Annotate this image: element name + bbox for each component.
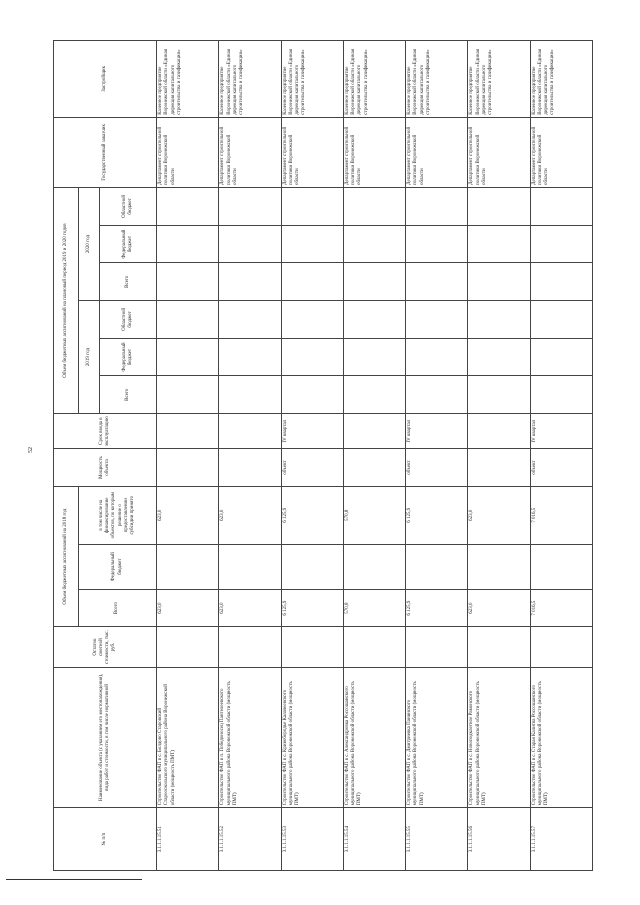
row-regional: 6 125,9 (281, 486, 343, 544)
row-developer: Казенное предприятие Воронежской области «Единая дирекция капитального строительства и газификации» (157, 41, 219, 118)
row-regional: 623,0 (157, 486, 219, 544)
row-regional-2019 (219, 301, 281, 339)
header-developer: Застройщик (54, 41, 157, 118)
row-deadline (468, 414, 530, 449)
header-year-2019: 2019 год (79, 301, 100, 414)
row-num: 3.1.1.1.15.56 (468, 808, 530, 871)
row-total-2019 (468, 376, 530, 414)
row-federal (157, 544, 219, 589)
page-number: 52 (28, 447, 34, 453)
table-row (530, 41, 592, 871)
row-federal-2020 (281, 225, 343, 263)
row-deadline (219, 414, 281, 449)
row-regional-2020 (281, 188, 343, 226)
table-row (219, 41, 281, 871)
row-total-2019 (406, 376, 468, 414)
row-customer: Департамент строительной политики Воронежской области (219, 117, 281, 187)
header-deadline: Срок ввода в эксплуатацию (54, 414, 157, 449)
row-total-2020 (406, 263, 468, 301)
row-regional-2020 (157, 188, 219, 226)
header-cost: Остаток сметной стоимости, тыс. руб. (54, 627, 157, 667)
row-federal (219, 544, 281, 589)
header-federal-2019: Федеральный бюджет (100, 338, 157, 376)
row-regional: 623,0 (468, 486, 530, 544)
row-federal-2020 (468, 225, 530, 263)
row-developer: Казенное предприятие Воронежской области «Единая дирекция капитального строительства и газификации» (406, 41, 468, 118)
row-num: 3.1.1.1.15.53 (281, 808, 343, 871)
row-customer: Департамент строительной политики Воронежской области (406, 117, 468, 187)
row-regional-2019 (468, 301, 530, 339)
header-total-2020: Всего (100, 263, 157, 301)
row-total: 623,0 (468, 589, 530, 627)
table-row (343, 41, 405, 871)
objects-table (53, 40, 593, 871)
row-total: 623,0 (219, 589, 281, 627)
row-power (468, 449, 530, 487)
row-customer: Департамент строительной политики Воронежской области (468, 117, 530, 187)
row-cost (281, 627, 343, 667)
row-name: Строительство ФАП в с. Александровка Россошанского муниципального района Воронежской области (мощность ПМТ) (343, 667, 405, 808)
row-customer: Департамент строительной политики Воронежской области (530, 117, 592, 187)
row-num: 3.1.1.1.15.55 (406, 808, 468, 871)
row-federal-2019 (406, 338, 468, 376)
header-total-2019: Всего (100, 376, 157, 414)
row-regional: 7 016,5 (530, 486, 592, 544)
row-cost (468, 627, 530, 667)
row-regional-2019 (406, 301, 468, 339)
row-regional-2020 (468, 188, 530, 226)
row-deadline (157, 414, 219, 449)
header-budget-2018: Объем бюджетных ассигнований на 2018 год (54, 486, 79, 627)
row-federal-2020 (406, 225, 468, 263)
row-total: 6 125,9 (281, 589, 343, 627)
row-federal-2019 (468, 338, 530, 376)
row-regional-2020 (406, 188, 468, 226)
row-total-2019 (157, 376, 219, 414)
header-regional-2019: Областной бюджет (100, 301, 157, 339)
header-year-2020: 2020 год (79, 188, 100, 301)
row-federal-2020 (157, 225, 219, 263)
row-federal-2019 (281, 338, 343, 376)
row-developer: Казенное предприятие Воронежской области «Единая дирекция капитального строительства и газификации» (468, 41, 530, 118)
row-deadline (343, 414, 405, 449)
row-name: Строительство ФАП в с. Старая Калитва Россошанского муниципального района Воронежской области (мощность ПМТ) (530, 667, 592, 808)
row-num: 3.1.1.1.15.51 (157, 808, 219, 871)
row-total: 623,0 (157, 589, 219, 627)
header-regional-2020: Областной бюджет (100, 188, 157, 226)
row-total: 7 016,5 (530, 589, 592, 627)
row-federal (281, 544, 343, 589)
header-federal-2018: Федеральный бюджет (79, 544, 157, 589)
header-regional-2018: в том числе на финансирование объектов, по которым решение о предоставлении субсидии принято (79, 486, 157, 544)
row-regional-2019 (343, 301, 405, 339)
header-power: Мощность объекта (54, 449, 157, 487)
row-federal-2020 (219, 225, 281, 263)
row-total-2020 (468, 263, 530, 301)
row-name: Строительство ФАП в с. Дмитриевка Панинского муниципального района Воронежской области (мощность ПМТ) (406, 667, 468, 808)
row-cost (406, 627, 468, 667)
table-row (157, 41, 219, 871)
header-name: Наименование объекта (с указанием его местонахождения), вида работ и стоимости, в том числе нормативной (54, 667, 157, 808)
row-name: Строительство ФАП в с. Кривобородье Калачеевского муниципального района Воронежской области (мощность ПМТ) (281, 667, 343, 808)
row-federal (530, 544, 592, 589)
row-developer: Казенное предприятие Воронежской области «Единая дирекция капитального строительства и газификации» (281, 41, 343, 118)
row-developer: Казенное предприятие Воронежской области «Единая дирекция капитального строительства и газификации» (343, 41, 405, 118)
table-row (281, 41, 343, 871)
row-cost (219, 627, 281, 667)
row-regional-2019 (530, 301, 592, 339)
row-name: Строительство ФАП в с. Новоподклетное Рамонского муниципального района Воронежской области (мощность ПМТ) (468, 667, 530, 808)
row-total-2019 (219, 376, 281, 414)
row-regional-2020 (343, 188, 405, 226)
row-federal-2020 (343, 225, 405, 263)
header-customer: Государственный заказчик (54, 117, 157, 187)
row-regional: 6 125,9 (406, 486, 468, 544)
row-federal (406, 544, 468, 589)
row-federal (468, 544, 530, 589)
row-federal-2019 (530, 338, 592, 376)
row-developer: Казенное предприятие Воронежской области «Единая дирекция капитального строительства и газификации» (530, 41, 592, 118)
row-regional-2020 (219, 188, 281, 226)
row-federal-2020 (530, 225, 592, 263)
row-power (157, 449, 219, 487)
row-total-2020 (530, 263, 592, 301)
table-row (468, 41, 530, 871)
row-total-2020 (281, 263, 343, 301)
row-total-2019 (343, 376, 405, 414)
row-developer: Казенное предприятие Воронежской области «Единая дирекция капитального строительства и газификации» (219, 41, 281, 118)
row-regional-2019 (157, 301, 219, 339)
row-regional: 570,8 (343, 486, 405, 544)
row-federal (343, 544, 405, 589)
row-federal-2019 (343, 338, 405, 376)
row-cost (343, 627, 405, 667)
row-num: 3.1.1.1.15.52 (219, 808, 281, 871)
rotated-table-container (53, 40, 593, 871)
header-plan-period: Объем бюджетных ассигнований на плановый период 2019 и 2020 годов (54, 188, 79, 414)
row-regional-2019 (281, 301, 343, 339)
row-deadline: IV квартал (406, 414, 468, 449)
table-row (406, 41, 468, 871)
row-name: Строительство ФАП в с. Болдово Старовский Старооскольского муниципального района Воронежской области (мощность ПМТ) (157, 667, 219, 808)
footer-rule (6, 879, 142, 880)
row-customer: Департамент строительной политики Воронежской области (343, 117, 405, 187)
row-power: объект (281, 449, 343, 487)
row-federal-2019 (219, 338, 281, 376)
row-cost (157, 627, 219, 667)
row-regional-2020 (530, 188, 592, 226)
row-num: 3.1.1.1.15.54 (343, 808, 405, 871)
row-federal-2019 (157, 338, 219, 376)
row-power: объект (406, 449, 468, 487)
row-total-2020 (157, 263, 219, 301)
row-total-2019 (530, 376, 592, 414)
row-power (219, 449, 281, 487)
row-deadline: IV квартал (281, 414, 343, 449)
row-cost (530, 627, 592, 667)
row-power (343, 449, 405, 487)
row-total: 570,8 (343, 589, 405, 627)
row-name: Строительство ФАП в п. Победоносец Пантелеевского муниципального района Воронежской области (мощность ПМТ) (219, 667, 281, 808)
row-customer: Департамент строительной политики Воронежской области (157, 117, 219, 187)
row-num: 3.1.1.1.15.57 (530, 808, 592, 871)
row-deadline: IV квартал (530, 414, 592, 449)
row-power: объект (530, 449, 592, 487)
row-total-2019 (281, 376, 343, 414)
header-num: № п/п (54, 808, 157, 871)
header-federal-2020: Федеральный бюджет (100, 225, 157, 263)
header-total-2018: Всего (79, 589, 157, 627)
row-total-2020 (343, 263, 405, 301)
row-regional: 623,0 (219, 486, 281, 544)
row-total: 6 125,9 (406, 589, 468, 627)
row-customer: Департамент строительной политики Воронежской области (281, 117, 343, 187)
row-total-2020 (219, 263, 281, 301)
